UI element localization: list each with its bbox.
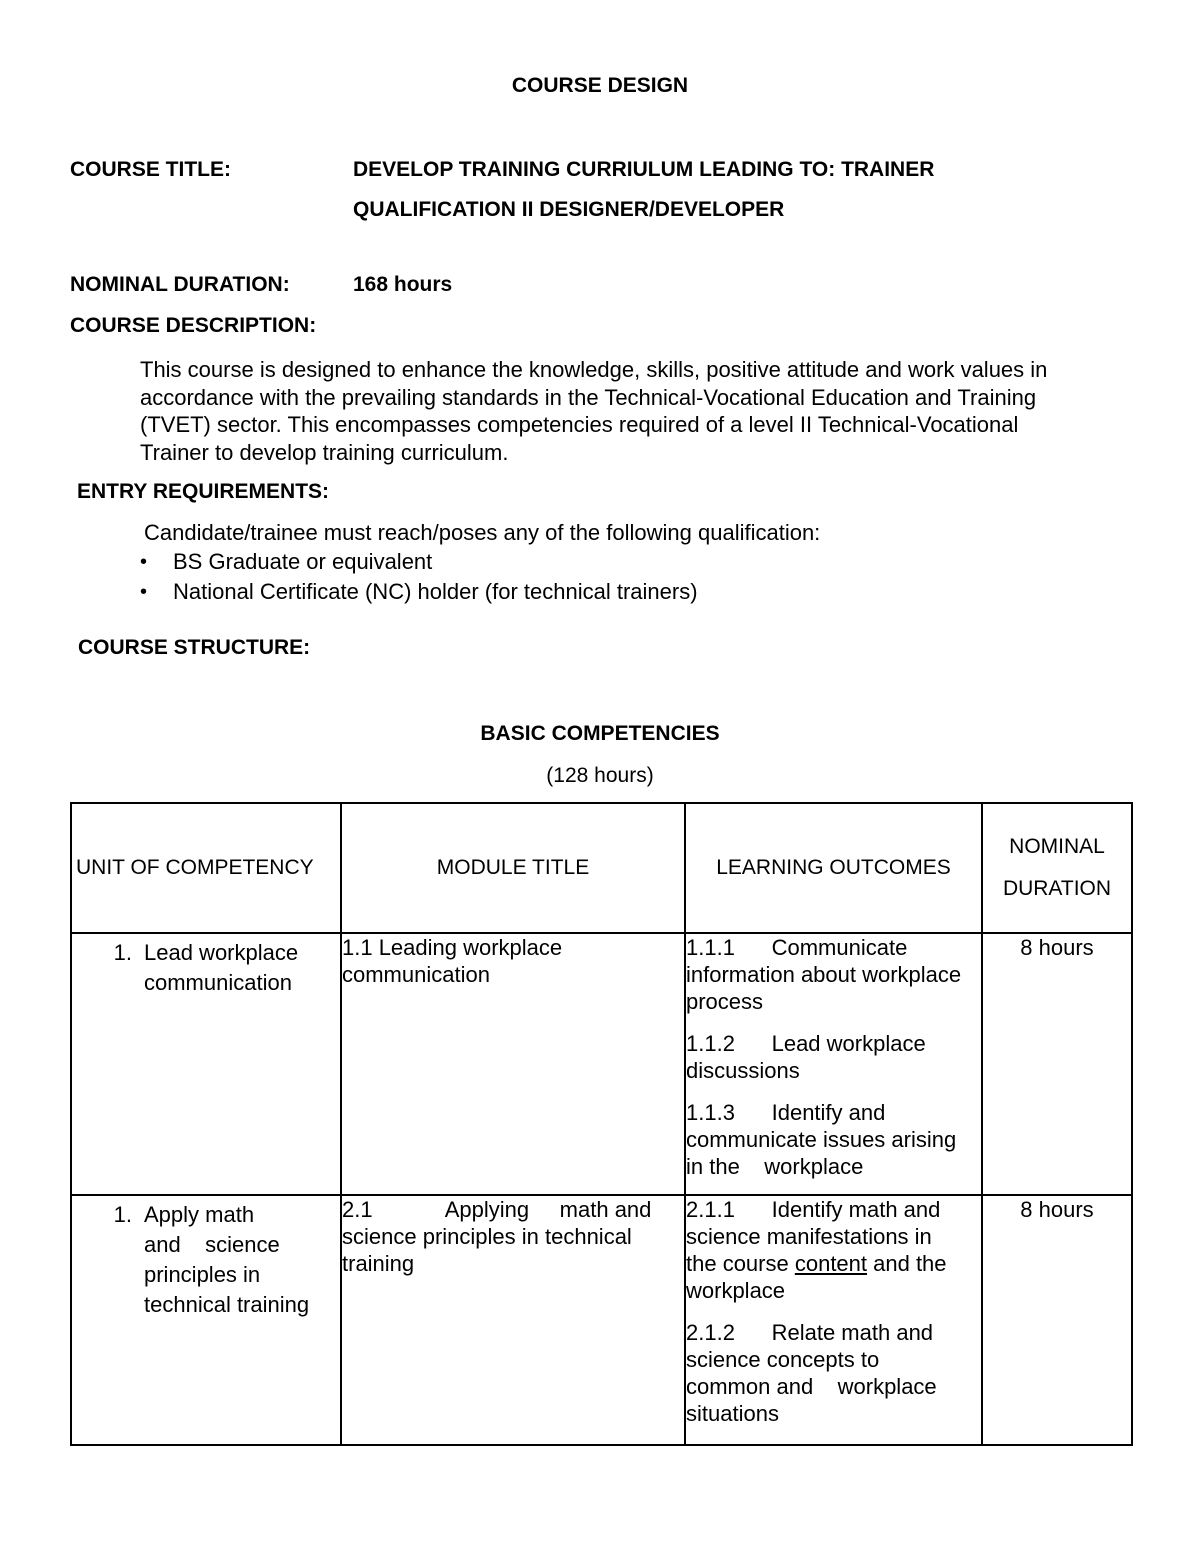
table-row bbox=[71, 1195, 1132, 1445]
description-line: This course is designed to enhance the knowledge, skills, positive attitude and work values in bbox=[140, 357, 1048, 382]
outcome-line: science concepts to bbox=[686, 1347, 880, 1372]
header-duration-line-1: NOMINAL bbox=[1009, 835, 1105, 858]
unit-cell bbox=[71, 933, 341, 1195]
course-description-label: COURSE DESCRIPTION: bbox=[70, 314, 317, 337]
description-line: Trainer to develop training curriculum. bbox=[140, 439, 509, 465]
header-duration-line-2: DURATION bbox=[1002, 877, 1112, 900]
outcome-line: common and workplace bbox=[686, 1374, 937, 1399]
unit-name-line: and science bbox=[144, 1232, 280, 1257]
duration-cell: 8 hours bbox=[982, 1195, 1132, 1445]
basic-competencies-title: BASIC COMPETENCIES bbox=[480, 722, 720, 745]
header-learning-outcomes: LEARNING OUTCOMES bbox=[685, 803, 982, 933]
learning-outcome bbox=[686, 1030, 981, 1084]
table-header-row bbox=[71, 803, 1132, 933]
outcome-line bbox=[686, 1250, 981, 1277]
entry-requirements-label: ENTRY REQUIREMENTS: bbox=[77, 480, 330, 503]
entry-requirements-intro: Candidate/trainee must reach/poses any of the following qualification: bbox=[144, 520, 821, 545]
module-line: training bbox=[342, 1251, 415, 1276]
course-structure-label: COURSE STRUCTURE: bbox=[78, 636, 311, 659]
outcome-line: situations bbox=[686, 1401, 779, 1426]
unit-name-line: principles in bbox=[144, 1262, 261, 1287]
course-title-label: COURSE TITLE: bbox=[70, 158, 231, 181]
module-line: 2.1 Applying math and bbox=[342, 1197, 652, 1222]
module-cell bbox=[341, 933, 685, 1195]
unit-name-line: Apply math bbox=[144, 1202, 255, 1227]
outcome-line: 1.1.1 Communicate bbox=[686, 935, 908, 960]
outcomes-cell bbox=[685, 1195, 982, 1445]
learning-outcome bbox=[686, 1099, 981, 1180]
outcome-line: information about workplace bbox=[686, 962, 962, 987]
outcome-line: discussions bbox=[686, 1058, 800, 1083]
module-line: science principles in technical bbox=[342, 1224, 632, 1249]
learning-outcome bbox=[686, 1196, 981, 1304]
outcome-text: and the bbox=[867, 1251, 947, 1276]
competency-table bbox=[70, 802, 1133, 1446]
nominal-duration-value: 168 hours bbox=[353, 273, 453, 296]
unit-cell bbox=[71, 1195, 341, 1445]
module-cell bbox=[341, 1195, 685, 1445]
course-title-line-1: DEVELOP TRAINING CURRIULUM LEADING TO: TRAINER bbox=[353, 158, 935, 181]
description-line: (TVET) sector. This encompasses competencies required of a level II Technical-Vocational bbox=[140, 412, 1019, 437]
list-item: • BS Graduate or equivalent bbox=[140, 547, 698, 577]
module-line: communication bbox=[342, 962, 490, 987]
header-nominal-duration bbox=[982, 803, 1132, 933]
outcomes-cell bbox=[685, 933, 982, 1195]
outcome-line: in the workplace bbox=[686, 1154, 864, 1179]
list-item: • National Certificate (NC) holder (for technical trainers) bbox=[140, 577, 698, 607]
course-description-text bbox=[140, 356, 1130, 466]
outcome-line: 1.1.2 Lead workplace bbox=[686, 1031, 926, 1056]
outcome-line: communicate issues arising bbox=[686, 1127, 957, 1152]
course-title-line-2: QUALIFICATION II DESIGNER/DEVELOPER bbox=[353, 198, 785, 221]
unit-number: 1. bbox=[113, 1202, 132, 1227]
header-unit-of-competency: UNIT OF COMPETENCY bbox=[71, 803, 341, 933]
outcome-line: science manifestations in bbox=[686, 1224, 932, 1249]
entry-requirements-list bbox=[140, 547, 698, 607]
duration-cell: 8 hours bbox=[982, 933, 1132, 1195]
basic-competencies-hours: (128 hours) bbox=[546, 764, 654, 787]
outcome-line: workplace bbox=[686, 1278, 786, 1303]
nominal-duration-label: NOMINAL DURATION: bbox=[70, 273, 290, 296]
unit-name-line: technical training bbox=[144, 1292, 310, 1317]
outcome-line: 2.1.1 Identify math and bbox=[686, 1197, 941, 1222]
outcome-line: process bbox=[686, 989, 764, 1014]
unit-number: 1. bbox=[113, 940, 132, 965]
table-row bbox=[71, 933, 1132, 1195]
outcome-text: the course bbox=[686, 1251, 795, 1276]
header-module-title: MODULE TITLE bbox=[341, 803, 685, 933]
unit-name: Lead workplace communication bbox=[144, 940, 299, 995]
document-title: COURSE DESIGN bbox=[511, 74, 689, 97]
learning-outcome bbox=[686, 1319, 981, 1427]
underlined-word: content bbox=[794, 1251, 868, 1276]
learning-outcome bbox=[686, 934, 981, 1015]
outcome-line: 2.1.2 Relate math and bbox=[686, 1320, 934, 1345]
description-line: accordance with the prevailing standards in the Technical-Vocational Education and Training bbox=[140, 384, 1037, 410]
unit-name bbox=[144, 1200, 309, 1320]
outcome-line: 1.1.3 Identify and bbox=[686, 1100, 886, 1125]
module-line: 1.1 Leading workplace bbox=[342, 935, 563, 960]
